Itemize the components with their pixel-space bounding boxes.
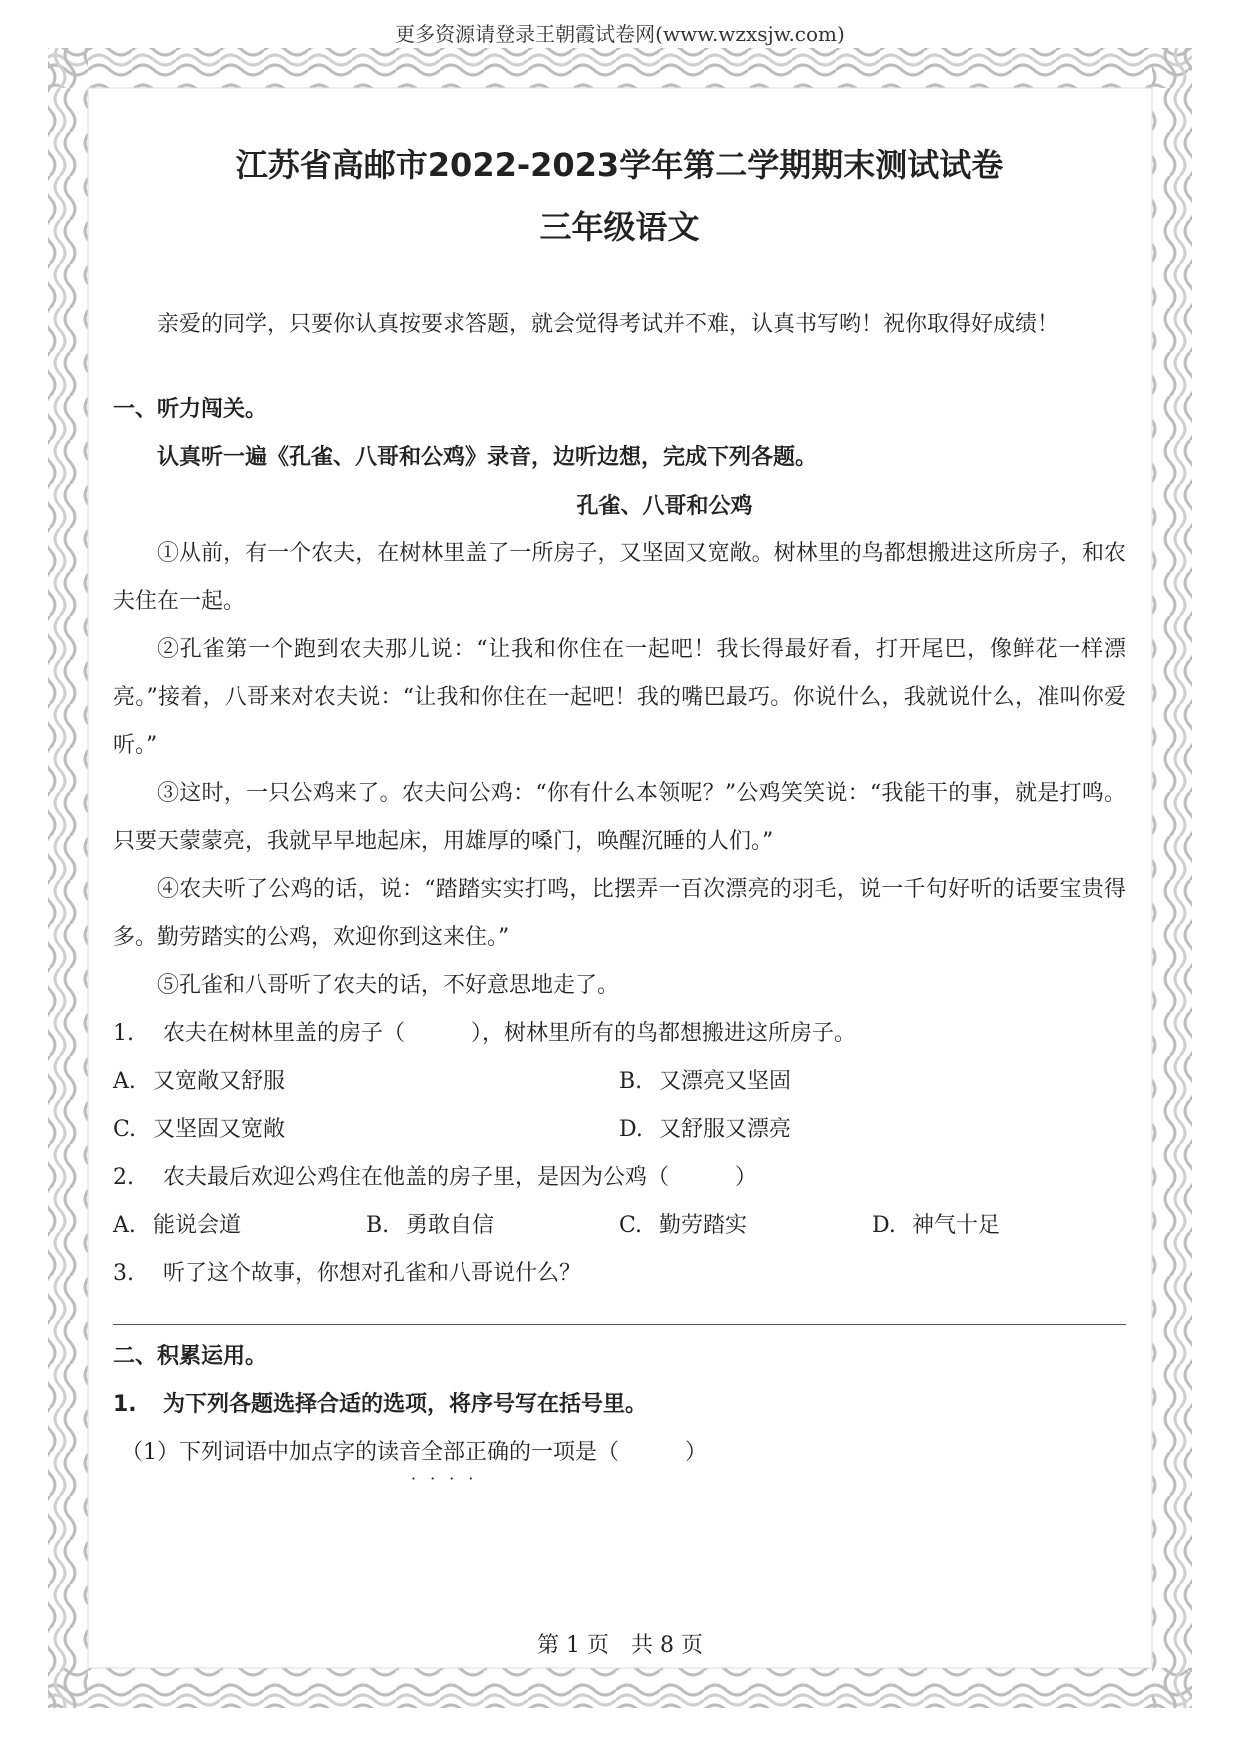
question-1-text: 农夫在树林里盖的房子（ ），树林里所有的鸟都想搬进这所房子。 <box>163 1021 857 1046</box>
section-2-heading: 二、积累运用。 <box>113 1344 268 1369</box>
question-2-option-b: B. 勇敢自信 <box>366 1213 495 1238</box>
story-paragraph-1: ①从前，有一个农夫，在树林里盖了一所房子，又坚固又宽敞。树林里的鸟都想搬进这所房子，和农夫住在一起。 <box>113 541 1126 614</box>
section-1-instruction: 认真听一遍《孔雀、八哥和公鸡》录音，边听边想，完成下列各题。 <box>157 445 818 470</box>
question-2-option-d: D. 神气十足 <box>872 1213 1001 1238</box>
question-1-option-a: A. 又宽敞又舒服 <box>113 1069 286 1094</box>
exam-page <box>113 140 1126 1488</box>
question-2-option-c: C. 勤劳踏实 <box>619 1213 748 1238</box>
story-paragraph-2: ②孔雀第一个跑到农夫那儿说：“让我和你住在一起吧！我长得最好看，打开尾巴，像鲜花一样漂亮。”接着，八哥来对农夫说：“让我和你住在一起吧！我的嘴巴最巧。你说什么，我就说什么，准叫你爱听。” <box>113 637 1126 758</box>
story-paragraph-5: ⑤孔雀和八哥听了农夫的话，不好意思地走了。 <box>157 973 620 998</box>
question-1-options-row-2 <box>113 1106 1126 1154</box>
question-1-number: 1. <box>113 1021 134 1046</box>
sub-question-1: （1）下列词语中加点字的读音全部正确的一项是（ ） <box>121 1440 707 1465</box>
section-divider <box>113 1324 1126 1325</box>
story-paragraph-3: ③这时，一只公鸡来了。农夫问公鸡：“你有什么本领呢？”公鸡笑笑说：“我能干的事，就是打鸣。只要天蒙蒙亮，我就早早地起床，用雄厚的嗓门，唤醒沉睡的人们。” <box>113 781 1126 854</box>
section-2-question-1-text: 为下列各题选择合适的选项，将序号写在括号里。 <box>163 1392 648 1417</box>
question-1-option-b: B. 又漂亮又坚固 <box>619 1069 792 1094</box>
question-2-text: 农夫最后欢迎公鸡住在他盖的房子里，是因为公鸡（ ） <box>163 1165 758 1190</box>
page-footer: 第 1 页 共 8 页 <box>537 1633 703 1658</box>
question-1-option-d: D. 又舒服又漂亮 <box>619 1117 792 1142</box>
question-2 <box>113 1154 1126 1202</box>
question-3-number: 3. <box>113 1261 134 1286</box>
question-2-option-a: A. 能说会道 <box>113 1213 242 1238</box>
question-1 <box>113 1010 1126 1058</box>
question-2-options <box>113 1202 1126 1250</box>
exam-title: 江苏省高邮市2022-2023学年第二学期期末测试试卷 <box>235 146 1004 184</box>
story-title: 孔雀、八哥和公鸡 <box>576 493 753 519</box>
exam-intro: 亲爱的同学，只要你认真按要求答题，就会觉得考试并不难，认真书写哟！祝你取得好成绩！ <box>157 312 1060 337</box>
question-2-number: 2. <box>113 1165 134 1190</box>
question-3-text: 听了这个故事，你想对孔雀和八哥说什么？ <box>163 1261 582 1286</box>
section-1-heading: 一、听力闯关。 <box>113 397 268 422</box>
question-1-option-c: C. 又坚固又宽敞 <box>113 1117 286 1142</box>
question-1-options-row-1 <box>113 1058 1126 1106</box>
exam-subtitle: 三年级语文 <box>539 208 700 246</box>
top-watermark: 更多资源请登录王朝霞试卷网(www.wzxsjw.com) <box>395 22 845 46</box>
emphasis-dots: ···· <box>411 1469 488 1488</box>
section-2-question-1-number: 1. <box>113 1392 137 1417</box>
section-2-question-1 <box>113 1381 1126 1429</box>
question-3 <box>113 1250 1126 1298</box>
story-paragraph-4: ④农夫听了公鸡的话，说：“踏踏实实打鸣，比摆弄一百次漂亮的羽毛，说一千句好听的话要宝贵得多。勤劳踏实的公鸡，欢迎你到这来住。” <box>113 877 1126 950</box>
